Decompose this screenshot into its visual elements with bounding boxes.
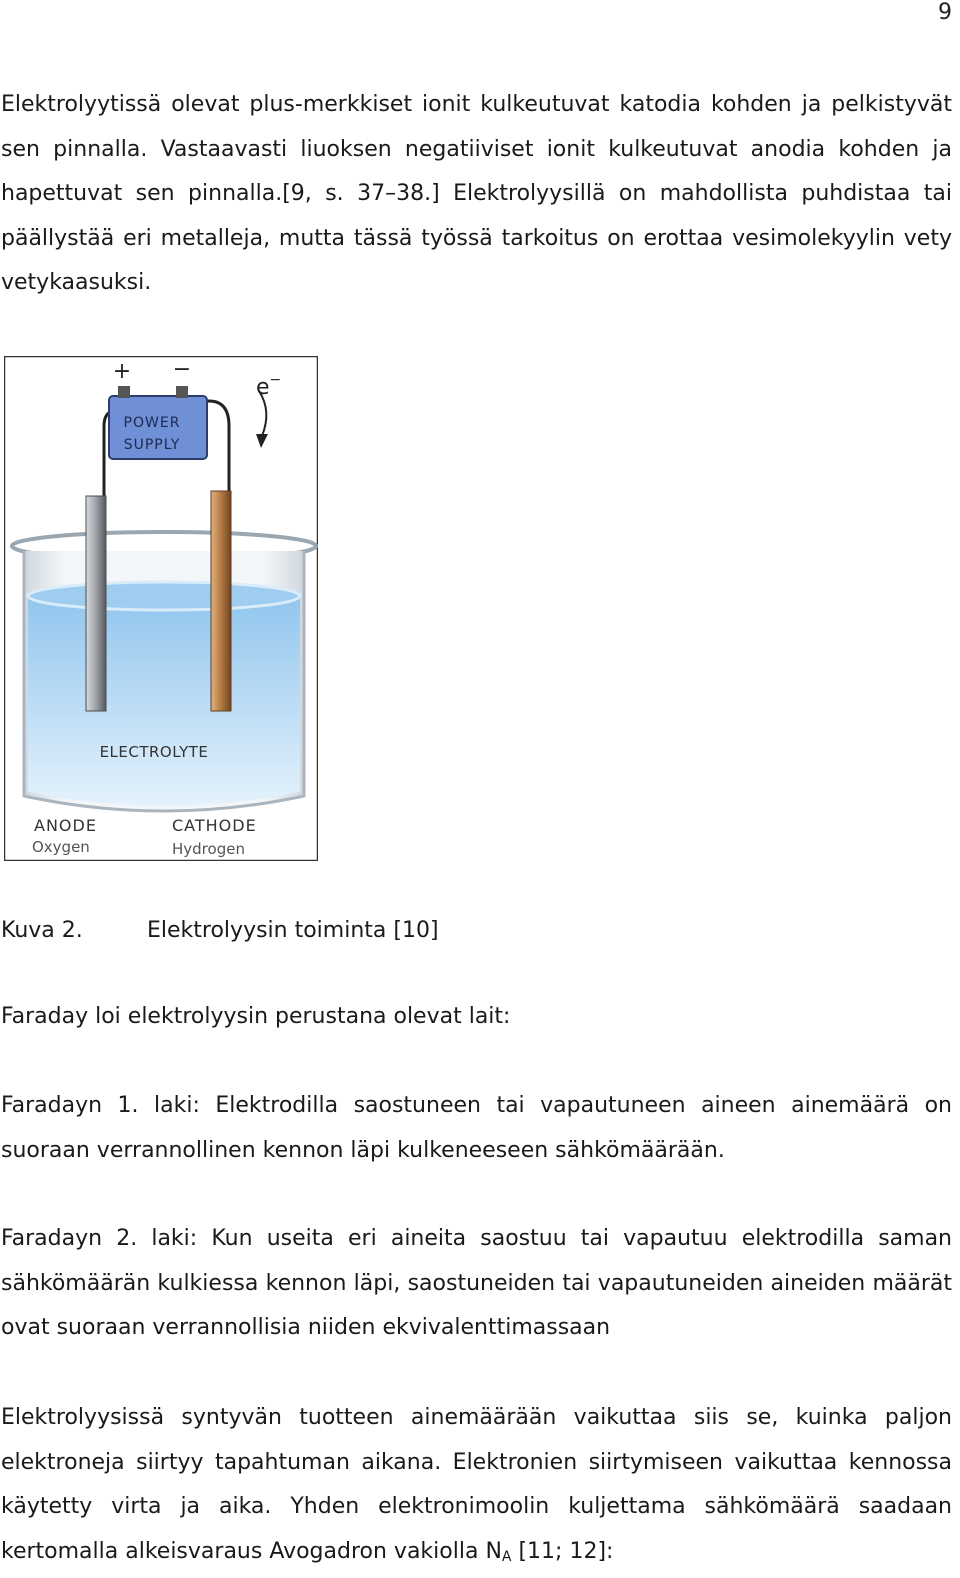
cathode-gas-label: Hydrogen — [172, 840, 245, 858]
minus-sign: − — [172, 357, 192, 382]
figure-caption — [1, 914, 439, 948]
electrolysis-figure — [4, 356, 318, 861]
cathode-label: CATHODE — [172, 816, 257, 835]
paragraph-faraday-law-1: Faradayn 1. laki: Elektrodilla saostuneen tai vapautuneen aineen ainemäärä on suoraan verrannollinen kennon läpi kulkeneeseen sähkömäärään. — [1, 1093, 952, 1163]
electrolyte-liquid — [28, 589, 300, 806]
paragraph-faraday-law-2: Faradayn 2. laki: Kun useita eri aineita saostuu tai vapautuu elektrodilla saman sähkömäärän kulkiessa kennon läpi, saostuneiden tai vapautuneiden aineiden määrät ovat suoraan verrannollisia niiden ekvivalenttimassaan — [1, 1226, 952, 1340]
power-label-2: SUPPLY — [123, 437, 181, 453]
paragraph-final — [1, 1396, 952, 1574]
caption-label: Kuva 2. — [1, 918, 83, 943]
final-citation: [11; 12]: — [511, 1538, 614, 1564]
anode-gas-label: Oxygen — [32, 838, 90, 856]
paragraph-intro: Elektrolyytissä olevat plus-merkkiset ionit kulkeutuvat katodia kohden ja pelkistyvät sen pinnalla. Vastaavasti liuoksen negatiiviset ionit kulkeutuvat anodia kohden ja hapettuvat sen pinnalla.[9, s. 37–38.] Elektrolyysillä on mahdollista puhdistaa tai päällystää eri metalleja, mutta tässä työssä tarkoitus on erottaa vesimolekyylin vety vetykaasuksi. — [1, 92, 952, 295]
avogadro-subscript: A — [501, 1548, 512, 1565]
caption-text: Elektrolyysin toiminta [10] — [147, 918, 439, 943]
plus-sign: + — [112, 359, 132, 384]
final-text: Elektrolyysissä syntyvän tuotteen ainemäärään vaikuttaa siis se, kuinka paljon elektroneja siirtyy tapahtuman aikana. Elektronien siirtymiseen vaikuttaa kennossa käytetty virta ja aika. Yhden elektronimoolin kuljettama sähkömäärä saadaan kertomalla alkeisvaraus Avogadron vakiolla N — [1, 1405, 952, 1564]
page-number: 9 — [938, 0, 952, 25]
cathode-electrode — [211, 491, 231, 711]
liquid-surface — [28, 582, 300, 610]
negative-terminal — [176, 386, 188, 398]
anode-electrode — [86, 496, 106, 711]
power-label-1: POWER — [123, 415, 181, 431]
positive-terminal — [118, 386, 130, 398]
anode-label: ANODE — [34, 816, 97, 835]
electron-label: e− — [256, 372, 282, 400]
paragraph-faraday-intro: Faraday loi elektrolyysin perustana olevat lait: — [1, 1004, 511, 1029]
electrolyte-label: ELECTROLYTE — [99, 743, 209, 761]
